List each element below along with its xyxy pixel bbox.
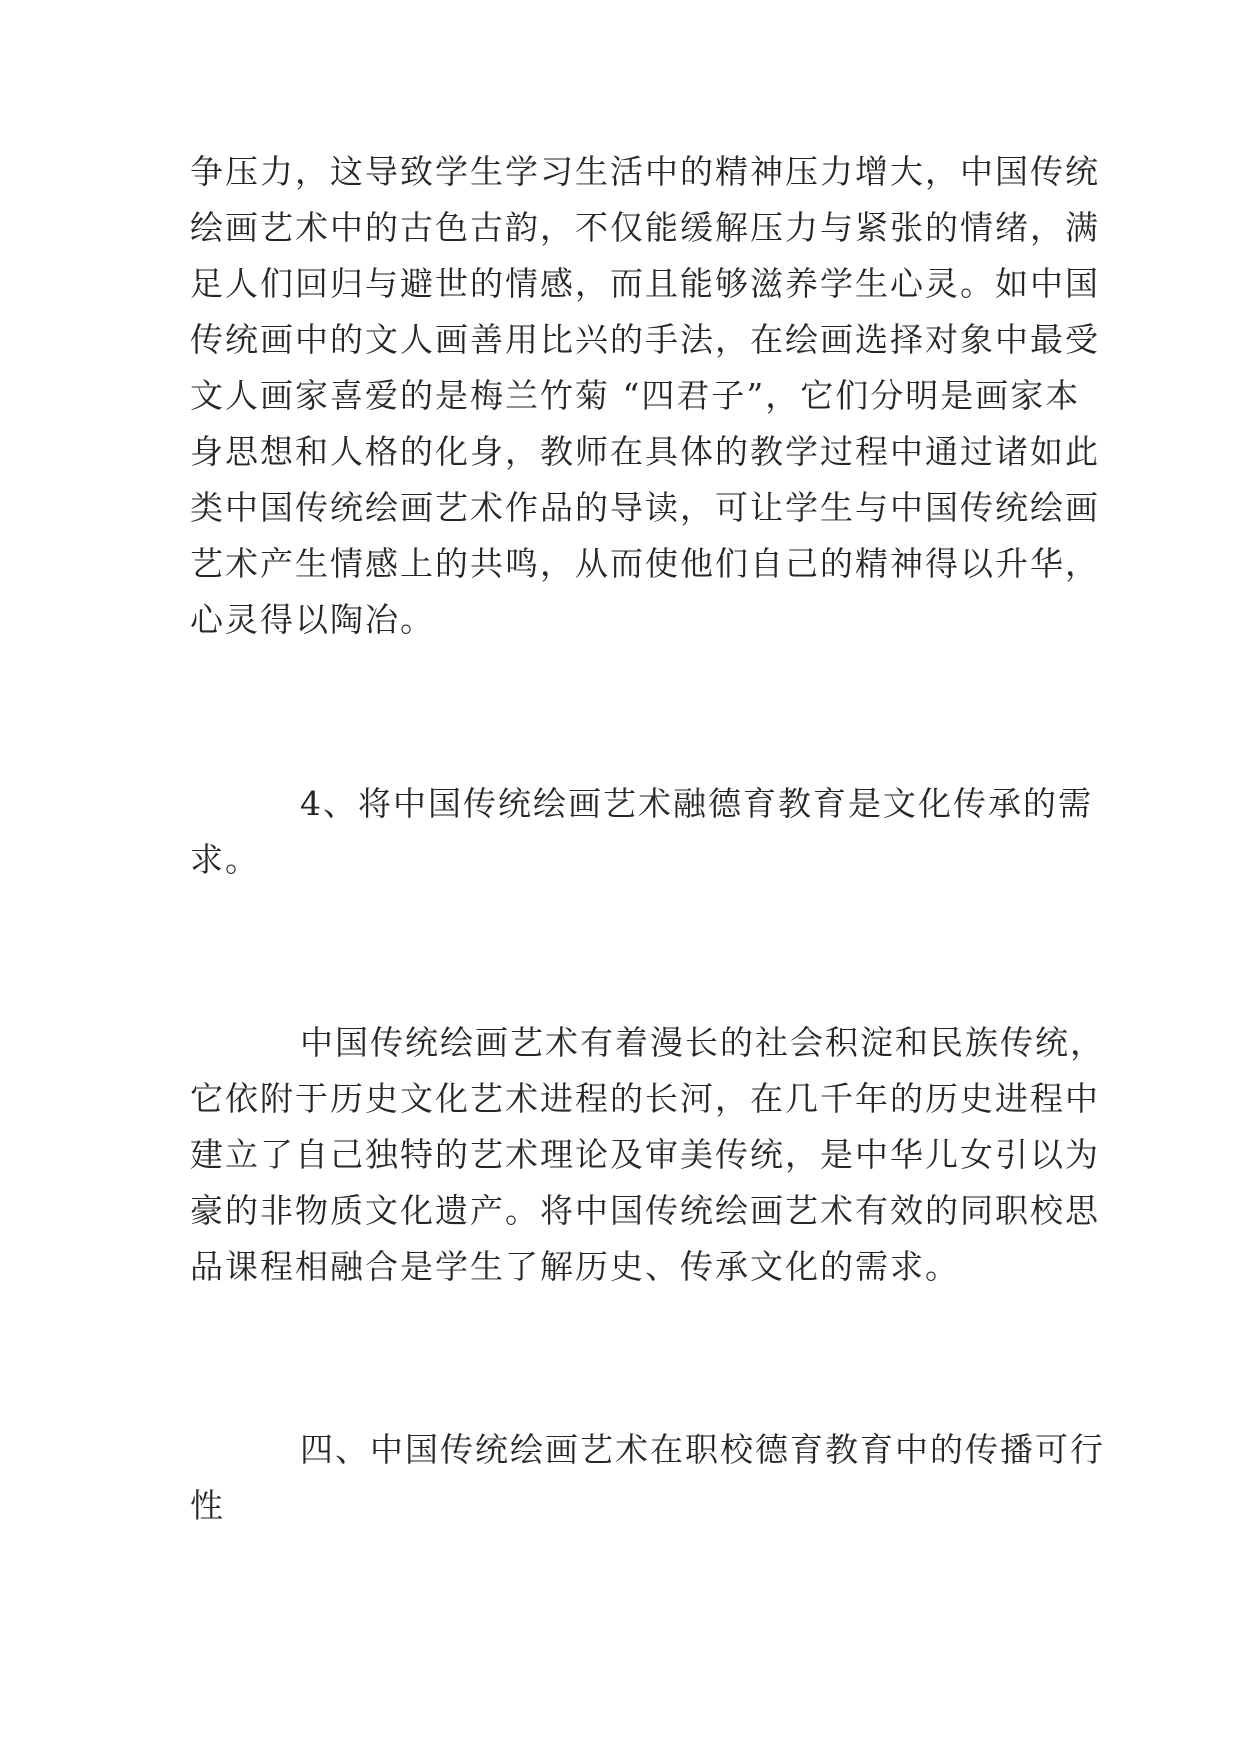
paragraph-1-line-5: 文人画家喜爱的是梅兰竹菊 “四君子”，它们分明是画家本 (190, 376, 1081, 415)
paragraph-1-line-6: 身思想和人格的化身，教师在具体的教学过程中通过诸如此 (190, 432, 1100, 471)
paragraph-1-line-3: 足人们回归与避世的情感，而且能够滋养学生心灵。如中国 (190, 264, 1100, 303)
section-heading-4-line-2: 求。 (190, 840, 260, 879)
paragraph-2-line-4: 豪的非物质文化遗产。将中国传统绘画艺术有效的同职校思 (190, 1191, 1100, 1230)
section-heading-four-line-2: 性 (190, 1486, 225, 1525)
paragraph-1-line-2: 绘画艺术中的古色古韵，不仅能缓解压力与紧张的情绪，满 (190, 208, 1100, 247)
section-heading-four-line-1: 四、中国传统绘画艺术在职校德育教育中的传播可行 (300, 1430, 1105, 1469)
paragraph-1-line-9: 心灵得以陶冶。 (190, 600, 435, 639)
paragraph-1-line-8: 艺术产生情感上的共鸣，从而使他们自己的精神得以升华， (190, 544, 1100, 583)
paragraph-1-line-1: 争压力，这导致学生学习生活中的精神压力增大，中国传统 (190, 152, 1100, 191)
paragraph-2-line-5: 品课程相融合是学生了解历史、传承文化的需求。 (190, 1247, 960, 1286)
paragraph-1-line-4: 传统画中的文人画善用比兴的手法，在绘画选择对象中最受 (190, 320, 1100, 359)
paragraph-2-line-1: 中国传统绘画艺术有着漫长的社会积淀和民族传统， (300, 1023, 1105, 1062)
paragraph-2-line-3: 建立了自己独特的艺术理论及审美传统，是中华儿女引以为 (190, 1135, 1100, 1174)
paragraph-2-line-2: 它依附于历史文化艺术进程的长河，在几千年的历史进程中 (190, 1079, 1100, 1118)
paragraph-1-line-7: 类中国传统绘画艺术作品的导读，可让学生与中国传统绘画 (190, 488, 1100, 527)
section-heading-4-line-1: 4、将中国传统绘画艺术融德育教育是文化传承的需 (300, 784, 1093, 823)
